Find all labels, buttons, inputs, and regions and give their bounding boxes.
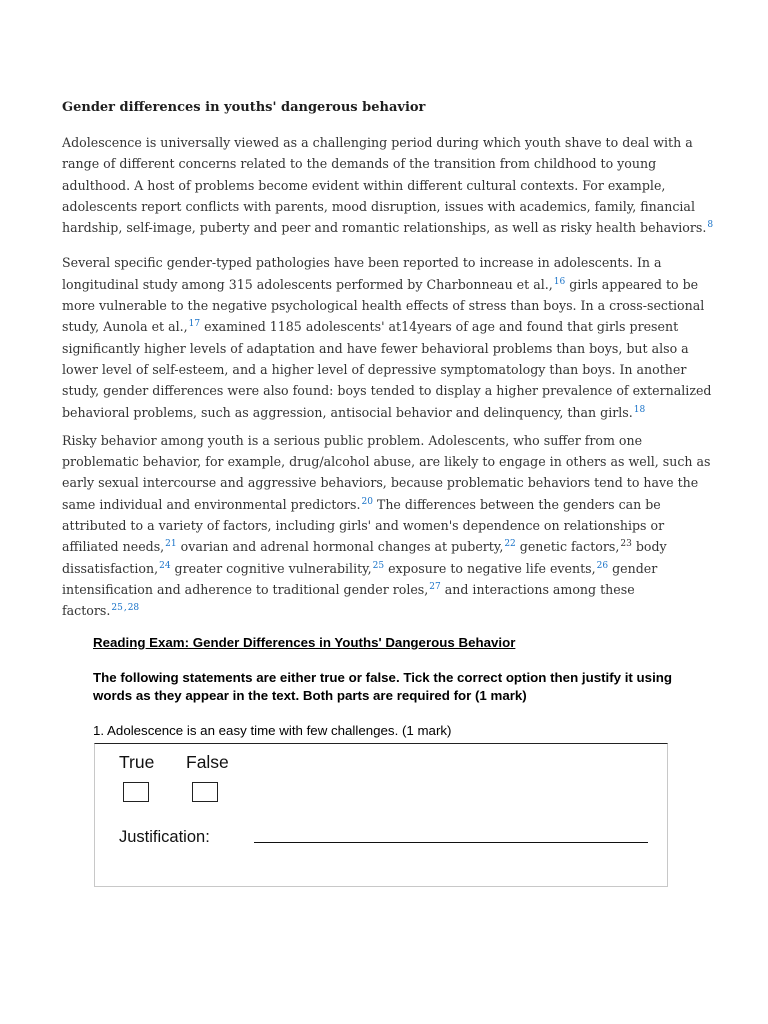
justification-label: Justification:	[119, 828, 210, 846]
paragraph-text: Adolescence is universally viewed as a challenging period during which youth shave to deal with a range of different concerns related to the demands of the transition from childhood to young adulthood. A host of problems become evident within different cultural contexts. For example, adolescents report conflicts with parents, mood disruption, issues with academics, family, financial hardship, self-image, puberty and peer and romantic relationships, as well as risky health behaviors.	[62, 135, 707, 236]
false-label: False	[186, 752, 229, 772]
paragraph-text: body dissatisfaction,	[62, 539, 667, 576]
citation-separator: ,	[123, 603, 127, 614]
article	[62, 98, 714, 636]
question-1: 1. Adolescence is an easy time with few challenges. (1 mark)	[93, 723, 452, 738]
citation-link[interactable]: 28	[127, 603, 140, 614]
citation-link[interactable]: 24	[159, 560, 171, 571]
exam-instructions: The following statements are either true or false. Tick the correct option then justify it using words as they appear in the text. Both parts are required for (1 mark)	[93, 670, 673, 703]
paragraph-text: examined 1185 adolescents' at14years of age and found that girls present significantly higher levels of adaptation and have fewer behavioral problems than boys, but also a lower level of self-esteem, and a higher level of depressive symptomatology than boys. In another study, gender differences were also found: boys tended to display a higher prevalence of externalized behavioral problems, such as aggression, antisocial behavior and delinquency, than girls.	[62, 319, 712, 420]
citation-link[interactable]: 25	[372, 560, 385, 571]
paragraph-text: exposure to negative life events,	[384, 560, 596, 576]
citation-number: 23	[620, 539, 632, 550]
exam-title: Reading Exam: Gender Differences in Youths' Dangerous Behavior	[93, 635, 516, 650]
citation-link[interactable]: 26	[596, 560, 609, 571]
citation-link[interactable]: 8	[707, 220, 714, 231]
paragraph-text: and interactions among these factors.	[62, 581, 635, 619]
true-label: True	[119, 752, 155, 772]
citation-link[interactable]: 20	[361, 496, 373, 507]
answer-box	[94, 743, 668, 887]
citation-link[interactable]: 22	[504, 539, 516, 550]
citation-link[interactable]: 18	[633, 404, 646, 415]
paragraph-text: The differences between the genders can be attributed to a variety of factors, including girls' and women's dependence on relationships or affiliated needs,	[62, 496, 665, 555]
article-heading: Gender differences in youths' dangerous behavior	[62, 100, 426, 115]
paragraph-text: greater cognitive vulnerability,	[170, 560, 372, 576]
justification-line[interactable]	[254, 842, 648, 843]
false-checkbox[interactable]	[192, 782, 218, 802]
true-checkbox[interactable]	[123, 782, 149, 802]
paragraph-text: girls appeared to be more vulnerable to the negative psychological health effects of stress than boys. In a cross-sectional study, Aunola et al.,	[62, 276, 705, 335]
paragraph-3	[62, 430, 714, 622]
exam-section	[93, 634, 683, 740]
citation-link[interactable]: 25	[111, 603, 123, 614]
citation-link[interactable]: 21	[165, 539, 177, 550]
citation-link[interactable]: 27	[429, 581, 441, 592]
paragraph-text: Risky behavior among youth is a serious public problem. Adolescents, who suffer from one problematic behavior, for example, drug/alcohol abuse, are likely to engage in others as well, such as early sexual intercourse and aggressive behaviors, because problematic behaviors tend to have the same individual and environmental predictors.	[62, 432, 711, 512]
paragraph-text: gender intensification and adherence to traditional gender roles,	[62, 560, 658, 597]
paragraph-1	[62, 132, 714, 238]
citation-link[interactable]: 16	[553, 276, 566, 287]
paragraph-text: genetic factors,	[515, 539, 620, 555]
citation-link[interactable]: 17	[188, 319, 201, 330]
paragraph-text: Several specific gender-typed pathologies have been reported to increase in adolescents. In a longitudinal study among 315 adolescents performed by Charbonneau et al.,	[62, 255, 662, 292]
paragraph-text: ovarian and adrenal hormonal changes at puberty,	[176, 539, 504, 555]
paragraph-2	[62, 252, 714, 422]
